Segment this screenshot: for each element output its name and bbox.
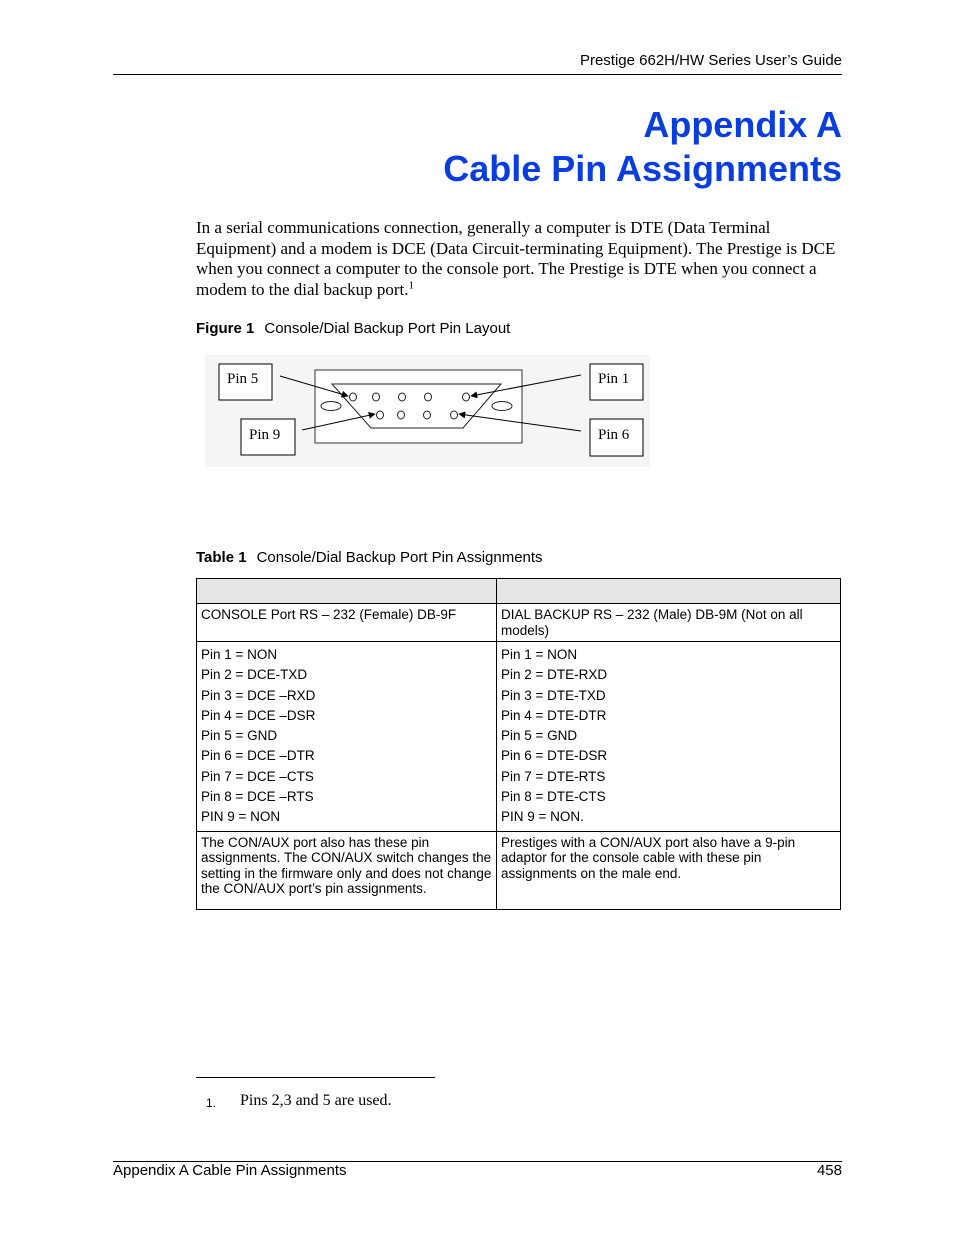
pin-2-hole [425, 393, 432, 401]
table-row [197, 642, 841, 832]
dial-backup-pin-list [497, 642, 841, 832]
footer-section-title: Appendix A Cable Pin Assignments [113, 1162, 347, 1179]
footnote-reference: 1 [408, 278, 414, 291]
figure-caption [196, 320, 510, 337]
pin-7-hole [424, 411, 431, 419]
list-item: Pin 4 = DTE-DTR [501, 707, 607, 723]
dial-backup-note-cell: Prestiges with a CON/AUX port also have a 9-pin adaptor for the console cable with these pin assignments on the male end. [497, 831, 841, 909]
console-pin-list [197, 642, 497, 832]
pin-layout-diagram [205, 355, 650, 467]
appendix-title: Appendix A [643, 104, 842, 145]
list-item: Pin 5 = GND [501, 728, 578, 744]
footnote-text: Pins 2,3 and 5 are used. [240, 1092, 392, 1109]
list-item: PIN 9 = NON. [501, 809, 584, 825]
figure-label: Figure 1 [196, 320, 255, 337]
footnote-rule [196, 1077, 435, 1078]
header-rule [113, 74, 842, 75]
pin-6-hole [451, 411, 458, 419]
table-row [197, 604, 841, 642]
table-header-cell [497, 579, 841, 604]
intro-paragraph [196, 218, 846, 300]
list-item: Pin 1 = NON [501, 647, 578, 662]
table-caption [196, 549, 543, 566]
list-item: Pin 3 = DCE –RXD [201, 687, 316, 703]
list-item: Pin 4 = DCE –DSR [201, 707, 316, 723]
pin-3-hole [399, 393, 406, 401]
pin-1-hole [463, 393, 470, 401]
dial-backup-port-cell: DIAL BACKUP RS – 232 (Male) DB-9M (Not on all models) [497, 604, 841, 642]
table-label: Table 1 [196, 549, 247, 566]
console-port-cell: CONSOLE Port RS – 232 (Female) DB-9F [197, 604, 497, 642]
running-header: Prestige 662H/HW Series User’s Guide [579, 52, 842, 69]
pin-9-label: Pin 9 [249, 427, 281, 443]
figure-caption-text: Console/Dial Backup Port Pin Layout [264, 320, 511, 337]
pin-1-label: Pin 1 [598, 371, 630, 387]
list-item: Pin 1 = NON [201, 647, 278, 662]
mounting-hole-right [492, 402, 512, 411]
intro-text: In a serial communications connection, generally a computer is DTE (Data Terminal Equipment) and a modem is DCE (Data Circuit-terminating Equipment). The Prestige is DCE when you connect a computer to the console port. The Prestige is DTE when you connect a modem to the dial backup port. [196, 218, 836, 299]
pin-9-hole [377, 411, 384, 419]
list-item: Pin 5 = GND [201, 728, 278, 744]
page-number: 458 [816, 1162, 842, 1179]
list-item: Pin 6 = DTE-DSR [501, 748, 608, 764]
footnote-number: 1. [206, 1096, 217, 1110]
list-item: Pin 2 = DTE-RXD [501, 667, 608, 683]
table-row [197, 831, 841, 909]
table-header-row [197, 579, 841, 604]
console-note-cell: The CON/AUX port also has these pin assignments. The CON/AUX switch changes the setting in the firmware only and does not change the CON/AUX port’s pin assignments. [197, 831, 497, 909]
pin-6-label: Pin 6 [598, 427, 630, 443]
pin-5-label: Pin 5 [227, 371, 259, 387]
list-item: Pin 8 = DCE –RTS [201, 789, 314, 805]
mounting-hole-left [321, 402, 341, 411]
pin-4-hole [373, 393, 380, 401]
pin-assignment-table [196, 578, 841, 910]
list-item: Pin 8 = DTE-CTS [501, 789, 606, 805]
list-item: PIN 9 = NON [201, 809, 281, 825]
table-header-cell [197, 579, 497, 604]
pin-8-hole [398, 411, 405, 419]
list-item: Pin 7 = DCE –CTS [201, 768, 314, 784]
list-item: Pin 3 = DTE-TXD [501, 687, 606, 703]
appendix-subtitle: Cable Pin Assignments [443, 148, 842, 189]
list-item: Pin 2 = DCE-TXD [201, 667, 308, 683]
list-item: Pin 7 = DTE-RTS [501, 768, 606, 784]
list-item: Pin 6 = DCE –DTR [201, 748, 315, 764]
table-caption-text: Console/Dial Backup Port Pin Assignments [256, 549, 543, 566]
pin-5-hole [350, 393, 357, 401]
